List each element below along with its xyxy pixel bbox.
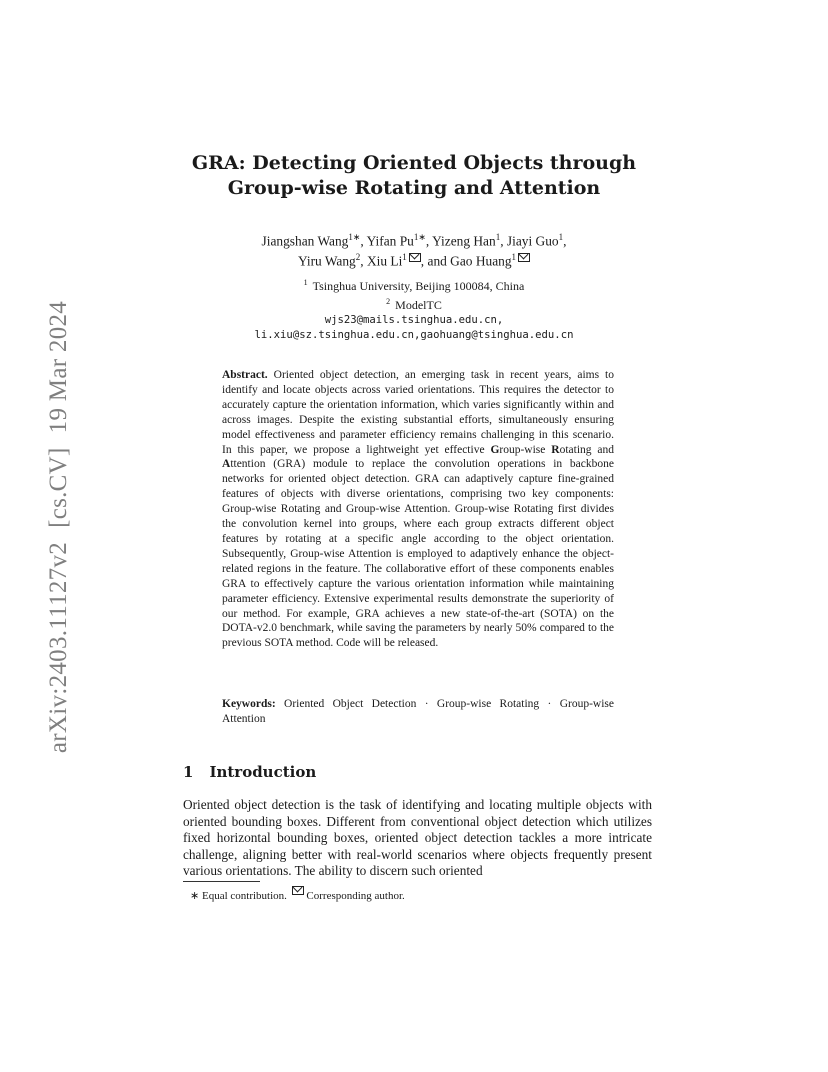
affiliation-1 — [0, 275, 828, 294]
author-line-2: Yiru Wang$^2$, Xiu Li$^1$ , and Gao Huang$^1$ — [0, 249, 828, 269]
arxiv-id: arXiv:2403.11127v2 — [45, 541, 72, 754]
author-name: Yiru Wang — [297, 253, 356, 269]
abstract-text: ttention (GRA) module to replace the convolution operations in backbone networks for oriented object detection. GRA can adaptively capture fine-grained features of objects with diverse orientations, comprising two key components: Group-wise Rotating and Group-wise Attention. Group-wise Rotating first divides the convolution kernel into groups, where each group extracts different object features by rotating at a specific angle according to the object orientation. Subsequently, Group-wise Attention is employed to adaptively enhance the object-related regions in the feature. The collaborative effort of these components enables GRA to effectively capture the various orientation information while maintaining parameter efficiency. Extensive experimental results demonstrate the superiority of our method. For example, GRA achieves a new state-of-the-art (SOTA) on the DOTA-v2.0 benchmark, while saving the parameters by nearly 50% compared to the previous SOTA method. Code will be released. — [222, 458, 614, 650]
keywords-text: Oriented Object Detection · Group-wise Rotating · Group-wise Attention — [222, 698, 614, 725]
footnote-text-1: Equal contribution. — [201, 890, 287, 902]
abstract-label: Abstract. — [222, 369, 268, 381]
author-name: Yizeng Han — [432, 233, 496, 249]
author-name: Jiangshan Wang — [261, 233, 349, 249]
footnote-text-2: Corresponding author. — [306, 890, 405, 902]
footnote-rule — [183, 881, 260, 882]
author-sup: 1 — [558, 232, 564, 242]
author-sup: 1 — [495, 232, 501, 242]
affiliation-sup: 1 — [303, 278, 308, 287]
affiliation-text: Tsinghua University, Beijing 100084, China — [312, 279, 525, 293]
intro-paragraph: Oriented object detection is the task of identifying and locating multiple objects with oriented bounding boxes. Different from conventional object detection which utilizes fixed horizontal bounding boxes, oriented object detection tackles a more intricate challenge, aligning better with real-world scenarios where objects frequently present various orientations. The ability to discern such oriented — [183, 797, 652, 878]
keywords — [222, 697, 614, 727]
envelope-icon — [292, 886, 304, 895]
envelope-icon — [518, 253, 530, 262]
footnote-star: ∗ — [190, 890, 200, 902]
arxiv-stamp — [45, 287, 73, 753]
abstract-bold-letter: A — [222, 458, 231, 471]
abstract-bold-letter: G — [490, 443, 500, 456]
author-sup: 1 — [402, 252, 407, 263]
title-line-1: GRA: Detecting Oriented Objects through — [191, 152, 637, 174]
abstract-bold-letter: R — [551, 443, 560, 456]
author-list — [0, 229, 828, 270]
section-title: Introduction — [209, 763, 317, 781]
title-line-2: Group-wise Rotating and Attention — [227, 177, 601, 199]
email-line-2[interactable]: li.xiu@sz.tsinghua.edu.cn,gaohuang@tsinghua.edu.cn — [254, 329, 574, 341]
affiliation-text: ModelTC — [395, 298, 442, 312]
section-number: 1 — [183, 763, 194, 781]
abstract — [222, 368, 614, 651]
author-name: Jiayi Guo — [506, 233, 559, 249]
affiliation-sup: 2 — [386, 297, 391, 306]
author-name: Yifan Pu — [366, 233, 414, 249]
author-sup: 1∗ — [348, 232, 361, 242]
abstract-text: Oriented object detection, an emerging task in recent years, aims to identify and locate objects across varied orientations. This requires the detector to accurately capture the orientation information, which varies significantly within and across images. Despite the existing substantial efforts, simultaneously ensuring model effectiveness and parameter efficiency remains challenging in this scenario. In this paper, we propose a lightweight yet effective — [222, 369, 615, 456]
author-name: and Gao Huang — [427, 253, 512, 269]
affiliations — [0, 275, 828, 343]
paper-title — [0, 151, 828, 201]
author-line-1: Jiangshan Wang$^{1∗}$, Yifan $Pu^{1∗}$, Yizeng Han$^1$, Jiayi Guo$^1$, — [261, 232, 567, 249]
author-sup: 1 — [511, 252, 517, 263]
footnote — [190, 886, 405, 903]
abstract-text: otating and — [559, 443, 615, 456]
author-sup: 1∗ — [413, 232, 426, 242]
arxiv-category: [cs.CV] — [45, 447, 72, 528]
arxiv-date: 19 Mar 2024 — [45, 300, 72, 434]
abstract-text: roup-wise — [499, 443, 552, 456]
section-heading — [183, 763, 316, 781]
author-sup: 2 — [355, 252, 361, 263]
author-name: Xiu Li — [366, 253, 403, 269]
envelope-icon — [409, 253, 421, 262]
keywords-label: Keywords: — [222, 698, 276, 710]
affiliation-2 — [0, 294, 828, 313]
email-line-1[interactable]: wjs23@mails.tsinghua.edu.cn, — [324, 314, 504, 326]
